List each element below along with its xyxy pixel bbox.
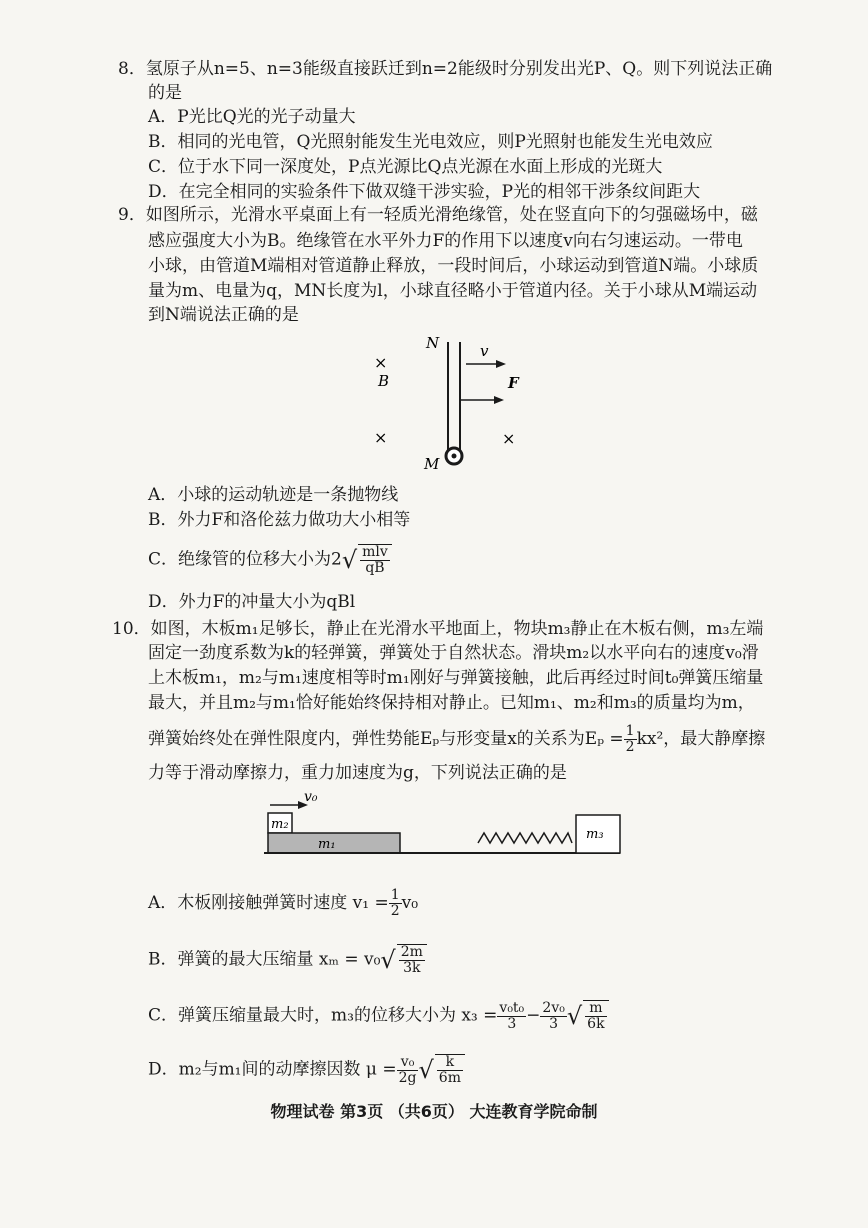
q10-a-post: v₀	[401, 893, 419, 913]
q9-label-b: B	[378, 372, 390, 390]
q10-c-num: m	[585, 1001, 606, 1017]
q10-d-num: k	[437, 1055, 463, 1071]
q10-b-pre: B．弹簧的最大压缩量 xₘ = v₀	[148, 949, 381, 970]
q9-option-d: D．外力F的冲量大小为qBl	[148, 592, 356, 612]
q10-stem-line5	[148, 724, 765, 755]
q10-option-c	[148, 1000, 609, 1032]
ball-center	[452, 454, 457, 459]
q10-c-d2: 3	[549, 1015, 559, 1032]
q8-option-b: B．相同的光电管，Q光照射能发生光电效应，则P光照射也能发生光电效应	[148, 132, 713, 152]
q9-stem-line5: 到N端说法正确的是	[148, 305, 299, 325]
field-cross-1: ×	[374, 353, 388, 372]
q10-stem-line6: 力等于滑动摩擦力，重力加速度为g，下列说法正确的是	[148, 763, 567, 783]
q10-option-d	[148, 1054, 465, 1086]
q9-stem-line1: 9．如图所示，光滑水平桌面上有一轻质光滑绝缘管，处在竖直向下的匀强磁场中，磁	[118, 205, 758, 225]
q10-stem5-num: 1	[625, 723, 635, 739]
q10-c-pre: C．弹簧压缩量最大时，m₃的位移大小为 x₃ =	[148, 1005, 498, 1026]
q10-stem5-post: kx²，最大静摩擦	[636, 729, 766, 749]
q10-figure	[260, 785, 630, 865]
q10-b-den: 3k	[403, 960, 421, 976]
q9-stem-line3: 小球，由管道M端相对管道静止释放，一段时间后，小球运动到管道N端。小球质	[148, 256, 759, 276]
q10-c-n1: v₀t₀	[499, 999, 525, 1016]
q9-option-c	[148, 544, 392, 576]
q8-option-d: D．在完全相同的实验条件下做双缝干涉实验，P光的相邻干涉条纹间距大	[148, 182, 701, 202]
q9-option-b: B．外力F和洛伦兹力做功大小相等	[148, 510, 411, 530]
q9-stem-line4: 量为m、电量为q，MN长度为l，小球直径略小于管道内径。关于小球从M端运动	[148, 281, 758, 301]
q10-option-b	[148, 944, 427, 976]
q10-d-pre: D．m₂与m₁间的动摩擦因数 μ =	[148, 1059, 397, 1080]
q10-c-d1: 3	[507, 1015, 517, 1032]
radical-sign: √	[418, 1056, 434, 1084]
q10-d-den: 6m	[438, 1070, 461, 1086]
q8-stem-line1: 8．氢原子从n=5、n=3能级直接跃迁到n=2能级时分别发出光P、Q。则下列说法正确	[118, 59, 773, 79]
radical-sign: √	[380, 946, 396, 974]
q9-label-v: v	[480, 342, 489, 360]
q9-label-f: F	[508, 374, 519, 392]
q10-c-den: 6k	[587, 1016, 605, 1032]
spring	[478, 833, 572, 843]
q10-c-n2: 2v₀	[542, 999, 565, 1016]
q10-b-num: 2m	[400, 944, 423, 960]
q10-stem-line4: 最大，并且m₂与m₁恰好能始终保持相对静止。已知m₁、m₂和m₃的质量均为m，	[148, 693, 755, 713]
q8-option-c: C．位于水下同一深度处，P点光源比Q点光源在水面上形成的光斑大	[148, 157, 663, 177]
field-cross-3: ×	[502, 429, 516, 448]
q10-label-m1: m₁	[318, 837, 336, 852]
q10-label-m2: m₂	[271, 817, 289, 832]
q10-stem-line3: 上木板m₁，m₂与m₁速度相等时m₁刚好与弹簧接触，此后再经过时间t₀弹簧压缩量	[148, 668, 764, 688]
radical-sign: √	[341, 546, 358, 574]
q10-stem-line2: 固定一劲度系数为k的轻弹簧，弹簧处于自然状态。滑块m₂以水平向右的速度v₀滑	[148, 643, 759, 663]
q9-figure	[360, 330, 540, 480]
q10-a-pre: A．木板刚接触弹簧时速度 v₁ =	[148, 893, 389, 913]
field-cross-2: ×	[374, 428, 388, 447]
q9-label-n: N	[426, 334, 440, 352]
q10-c-minus: −	[526, 1005, 541, 1026]
q10-a-den: 2	[390, 903, 400, 919]
q8-stem-line2: 的是	[148, 83, 182, 103]
q10-label-v0: v₀	[304, 789, 318, 805]
q10-stem-line1: 10．如图，木板m₁足够长，静止在光滑水平地面上，物块m₃静止在木板右侧，m₃左端	[112, 619, 764, 639]
q10-stem5-den: 2	[625, 739, 635, 755]
q9-option-c-text: C．绝缘管的位移大小为2	[148, 549, 342, 570]
q9-option-a: A．小球的运动轨迹是一条抛物线	[148, 485, 399, 505]
q9-c-numerator: mlv	[362, 544, 388, 560]
velocity-arrowhead	[496, 360, 506, 368]
force-arrowhead	[494, 396, 504, 404]
q9-label-m: M	[424, 455, 440, 473]
q10-stem5-pre: 弹簧始终处在弹性限度内，弹性势能Eₚ与形变量x的关系为Eₚ =	[148, 729, 624, 749]
q9-c-denominator: qB	[365, 560, 385, 576]
q9-stem-line2: 感应强度大小为B。绝缘管在水平外力F的作用下以速度v向右匀速运动。一带电	[148, 231, 743, 251]
q10-d-d1: 2g	[398, 1069, 417, 1086]
page-footer: 物理试卷 第3页 （共6页） 大连教育学院命制	[270, 1102, 598, 1121]
q10-a-num: 1	[390, 887, 400, 903]
q10-label-m3: m₃	[586, 827, 604, 842]
radical-sign: √	[566, 1002, 583, 1030]
q10-option-a	[148, 888, 418, 919]
q10-d-n1: v₀	[397, 1055, 419, 1071]
q8-option-a: A．P光比Q光的光子动量大	[148, 107, 356, 127]
